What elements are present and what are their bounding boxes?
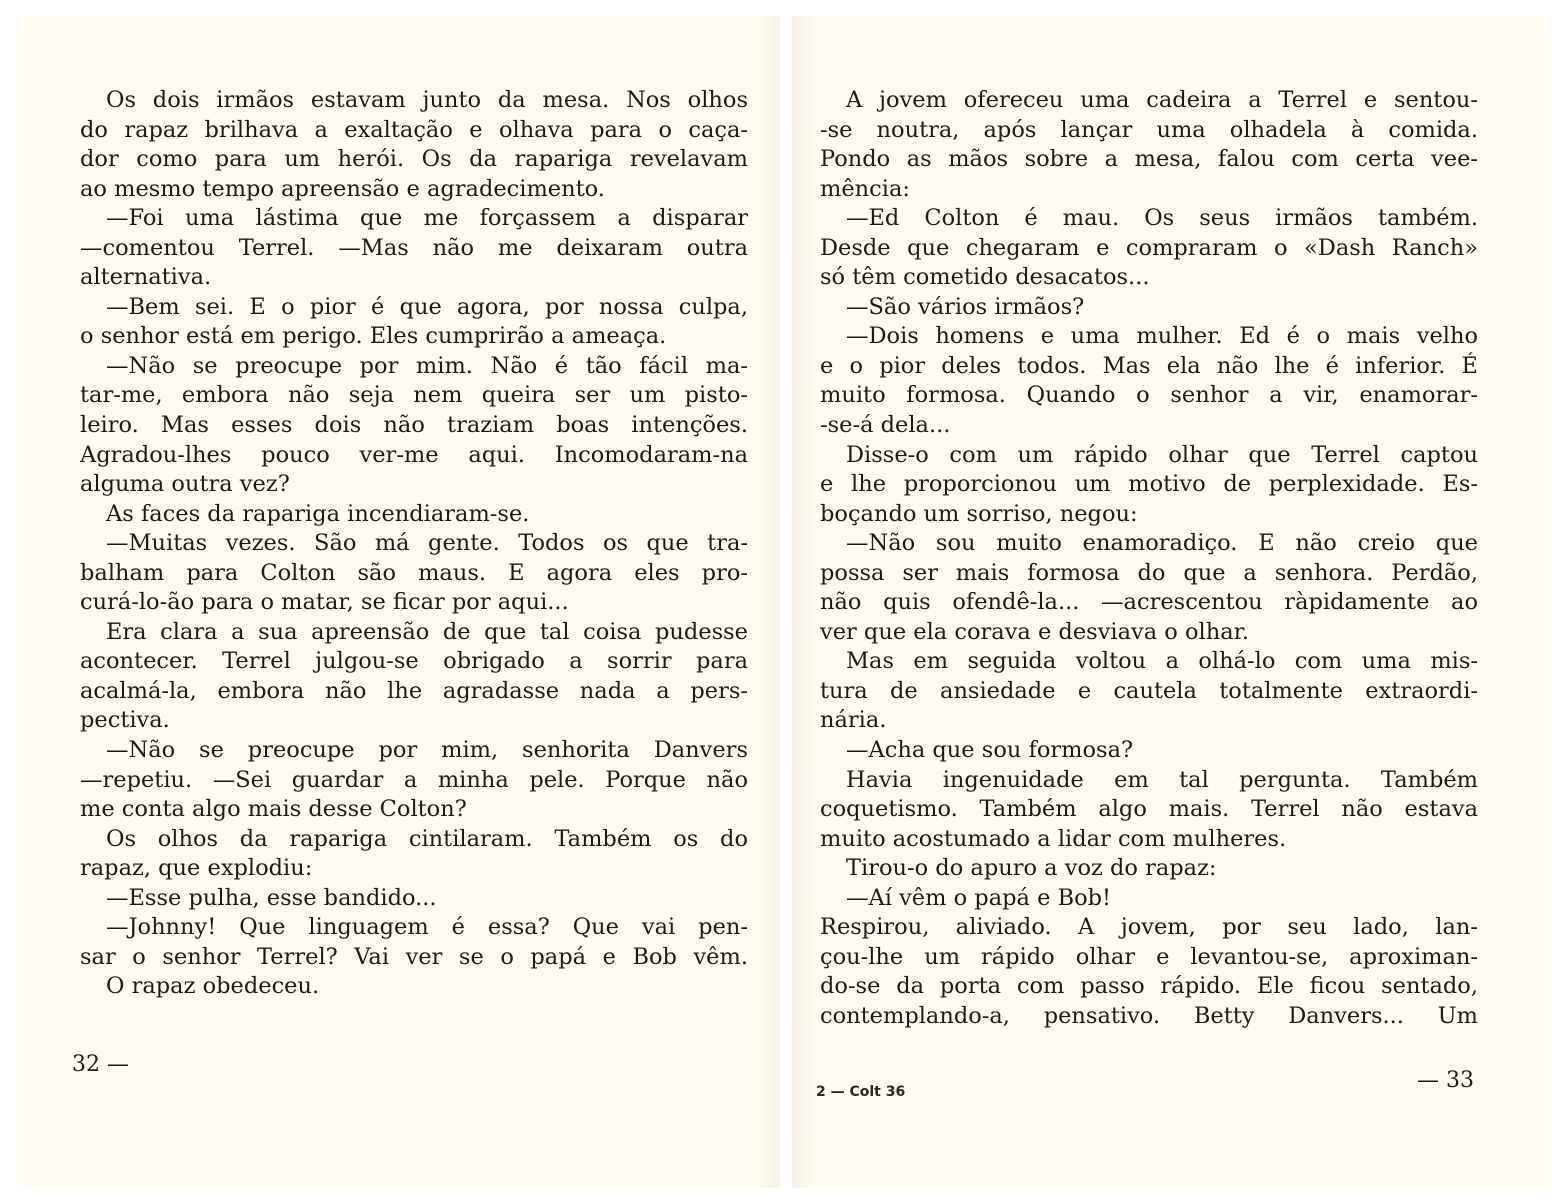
text-line: alguma outra vez? <box>80 471 290 498</box>
text-line: Mas em seguida voltou a olhá-lo com uma mis- <box>846 648 1478 675</box>
text-line: çou-lhe um rápido olhar e levantou-se, aproximan- <box>820 943 1478 970</box>
text-line: —Ed Colton é mau. Os seus irmãos também. <box>846 205 1478 232</box>
text-line: o senhor está em perigo. Eles cumprirão a ameaça. <box>80 323 667 350</box>
text-line: —Esse pulha, esse bandido... <box>106 884 437 911</box>
text-line: —Não sou muito enamoradiço. E não creio que <box>846 530 1478 557</box>
text-line: pectiva. <box>80 707 170 734</box>
text-line: —repetiu. —Sei guardar a minha pele. Porque não <box>80 766 748 793</box>
text-line: ver que ela corava e desviava o olhar. <box>820 618 1250 645</box>
page-number-right: — 33 <box>1417 1068 1474 1093</box>
text-line: -se-á dela... <box>820 412 951 439</box>
text-line: A jovem ofereceu uma cadeira a Terrel e sentou- <box>846 87 1478 113</box>
text-line: —Aí vêm o papá e Bob! <box>846 884 1112 911</box>
text-line: boçando um sorriso, negou: <box>820 500 1138 527</box>
text-line: Desde que chegaram e compraram o «Dash Ranch» <box>820 234 1478 261</box>
text-line: possa ser mais formosa do que a senhora. Perdão, <box>820 559 1478 586</box>
right-page <box>792 16 1550 1188</box>
text-line: Havia ingenuidade em tal pergunta. Também <box>846 766 1478 793</box>
text-line: —Muitas vezes. São má gente. Todos os que tra- <box>106 530 748 557</box>
text-line: dor como para um herói. Os da rapariga revelavam <box>80 146 748 173</box>
text-line: —Não se preocupe por mim, senhorita Danvers <box>106 737 748 764</box>
text-line: —Foi uma lástima que me forçassem a disparar <box>106 205 748 232</box>
text-line: curá-lo-ão para o matar, se ficar por aqui... <box>80 589 569 616</box>
signature-mark: 2 — Colt 36 <box>816 1084 906 1100</box>
text-line: Respirou, aliviado. A jovem, por seu lado, lan- <box>820 914 1478 941</box>
gutter-shadow <box>756 16 780 1188</box>
text-line: Tirou-o do apuro a voz do rapaz: <box>846 855 1217 882</box>
text-line: me conta algo mais desse Colton? <box>80 796 467 823</box>
text-line: contemplando-a, pensativo. Betty Danvers... Um <box>820 1002 1478 1029</box>
text-line: tura de ansiedade e cautela totalmente extraordi- <box>820 677 1478 704</box>
gutter-shadow <box>792 16 816 1188</box>
text-line: sar o senhor Terrel? Vai ver se o papá e Bob vêm. <box>80 943 748 970</box>
text-line: O rapaz obedeceu. <box>106 973 320 1000</box>
text-line: e lhe proporcionou um motivo de perplexidade. Es- <box>820 471 1478 498</box>
text-line: Era clara a sua apreensão de que tal coisa pudesse <box>106 618 748 645</box>
text-line: muito formosa. Quando o senhor a vir, enamorar- <box>820 382 1478 409</box>
text-line: Os olhos da rapariga cintilaram. Também os do <box>106 825 748 852</box>
text-line: —comentou Terrel. —Mas não me deixaram outra <box>80 234 748 261</box>
text-line: Disse-o com um rápido olhar que Terrel captou <box>846 441 1478 468</box>
text-line: mência: <box>820 175 910 202</box>
text-line: nária. <box>820 707 887 734</box>
text-line: coquetismo. Também algo mais. Terrel não estava <box>820 796 1478 823</box>
text-line: —Johnny! Que linguagem é essa? Que vai pen- <box>106 914 748 941</box>
text-line: do rapaz brilhava a exaltação e olhava para o caça- <box>80 116 748 143</box>
text-line: —São vários irmãos? <box>846 293 1085 320</box>
text-line: não quis ofendê-la... —acrescentou ràpidamente ao <box>820 589 1478 616</box>
text-line: alternativa. <box>80 264 212 291</box>
text-line: Os dois irmãos estavam junto da mesa. Nos olhos <box>106 87 748 113</box>
text-line: só têm cometido desacatos... <box>820 264 1150 291</box>
text-line: —Acha que sou formosa? <box>846 737 1134 764</box>
text-line: —Dois homens e uma mulher. Ed é o mais velho <box>846 323 1478 350</box>
text-line: tar-me, embora não seja nem queira ser um pisto- <box>80 382 748 409</box>
text-line: —Bem sei. E o pior é que agora, por nossa culpa, <box>106 293 748 320</box>
text-line: do-se da porta com passo rápido. Ele ficou sentado, <box>820 973 1478 1000</box>
text-line: Pondo as mãos sobre a mesa, falou com certa vee- <box>820 146 1478 173</box>
text-line: Agradou-lhes pouco ver-me aqui. Incomodaram-na <box>80 441 748 468</box>
text-line: balham para Colton são maus. E agora eles pro- <box>80 559 748 586</box>
text-line: acalmá-la, embora não lhe agradasse nada a pers- <box>80 677 748 704</box>
page-number-left: 32 — <box>72 1052 129 1077</box>
text-line: muito acostumado a lidar com mulheres. <box>820 825 1287 852</box>
text-line: -se noutra, após lançar uma olhadela à comida. <box>820 116 1478 143</box>
text-line: —Não se preocupe por mim. Não é tão fácil ma- <box>106 352 748 379</box>
text-line: As faces da rapariga incendiaram-se. <box>106 500 530 527</box>
right-page-text <box>820 86 1478 1032</box>
text-line: leiro. Mas esses dois não traziam boas intenções. <box>80 412 748 439</box>
text-line: acontecer. Terrel julgou-se obrigado a sorrir para <box>80 648 748 675</box>
text-line: rapaz, que explodiu: <box>80 855 313 882</box>
text-line: ao mesmo tempo apreensão e agradecimento. <box>80 175 605 202</box>
text-line: e o pior deles todos. Mas ela não lhe é inferior. É <box>820 352 1478 379</box>
left-page-text <box>80 86 748 1002</box>
left-page <box>18 16 780 1188</box>
